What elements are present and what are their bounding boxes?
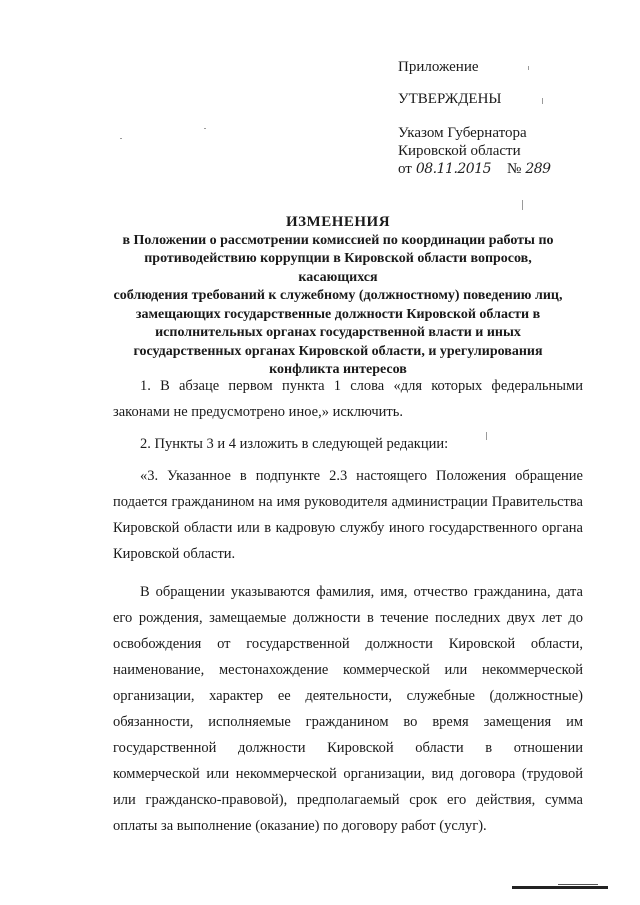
scan-artifact — [522, 200, 523, 210]
scan-artifact — [204, 128, 206, 129]
scan-artifact — [528, 66, 529, 70]
appendix-label: Приложение — [398, 59, 479, 75]
paragraph-4: В обращении указываются фамилия, имя, отчество гражданина, дата его рождения, замещаемые должности в течение последних двух лет до освобождения от государственной должности Кировской области, наименование, местонахождение коммерческой или некоммерческой организации, характер ее деятельности, служебные (должностные) обязанности, исполняемые гражданином во время замещения им государственной должности Кировской области в отношении коммерческой или некоммерческой организации, вид договора (трудовой или гражданско-правовой), предполагаемый срок его действия, сумма оплаты за выполнение (оказание) по договору работ (услуг). — [113, 584, 583, 834]
title-line: замещающих государственные должности Кировской области в — [135, 306, 541, 322]
title-line: исполнительных органах государственной власти и иных — [155, 325, 521, 340]
paragraph-2: 2. Пункты 3 и 4 изложить в следующей редакции: — [140, 436, 449, 452]
title-line: противодействию коррупции в Кировской области вопросов, касающихся — [144, 251, 532, 285]
handwritten-number: 289 — [525, 161, 551, 177]
from-label: от — [398, 161, 412, 177]
title-line: государственных органах Кировской области, и урегулирования — [133, 343, 543, 359]
title-line: конфликта интересов — [269, 362, 407, 377]
decree-date-number-row — [398, 160, 598, 178]
scan-artifact — [486, 432, 487, 440]
handwritten-date: 08.11.2015 — [415, 161, 492, 177]
number-label: № — [507, 161, 522, 177]
title-line: в Положении о рассмотрении комиссией по координации работы по — [122, 232, 554, 248]
scan-artifact-line — [558, 884, 598, 885]
title-line: соблюдения требований к служебному (должностному) поведению лиц, — [113, 288, 563, 303]
approved-label: УТВЕРЖДЕНЫ — [398, 91, 502, 107]
document-body — [113, 373, 583, 839]
paragraph-1: 1. В абзаце первом пункта 1 слова «для которых федеральными законами не предусмотрено иное,» исключить. — [113, 378, 583, 420]
scan-artifact — [120, 138, 122, 139]
scan-artifact — [542, 98, 543, 104]
decree-line-1: Указом Губернатора — [398, 125, 527, 141]
scan-artifact-line — [512, 886, 608, 889]
document-title — [108, 213, 568, 380]
decree-line-2: Кировской области — [398, 143, 521, 159]
title-heading: ИЗМЕНЕНИЯ — [285, 214, 391, 230]
approval-block — [398, 58, 598, 178]
paragraph-3: «3. Указанное в подпункте 2.3 настоящего Положения обращение подается гражданином на имя руководителя администрации Правительства Кировской области или в кадровую службу иного государственного органа Кировской области. — [113, 468, 583, 562]
